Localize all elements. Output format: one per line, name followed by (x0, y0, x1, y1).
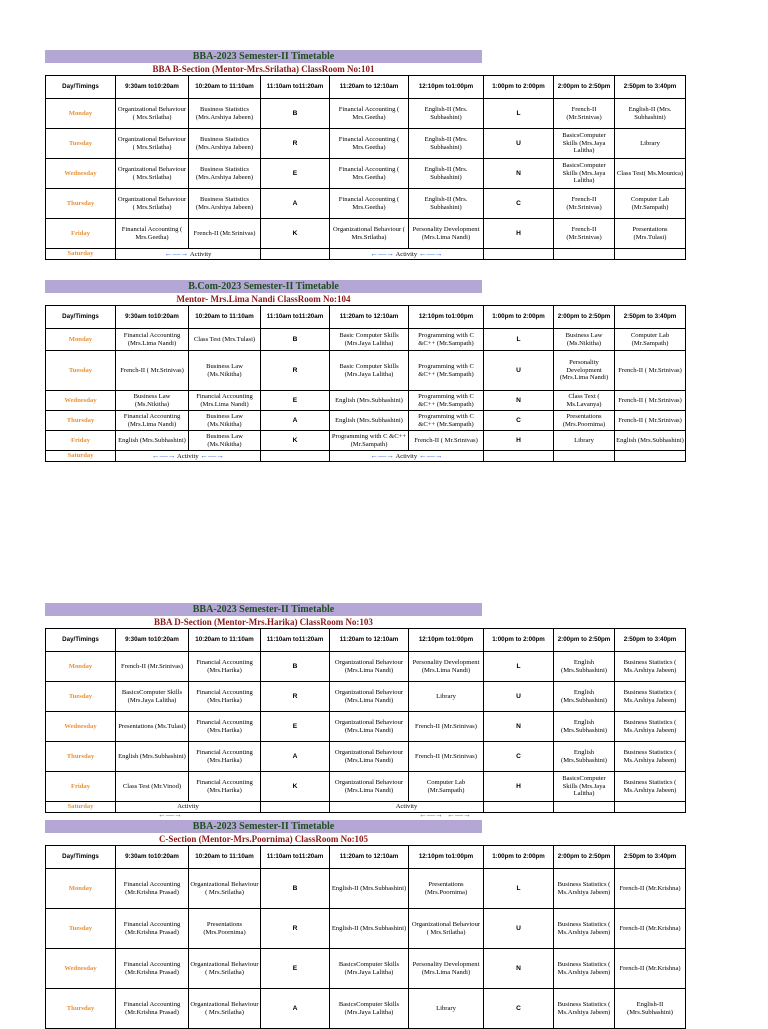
cell: Business Statistics ( Ms.Arshiya Jabeen) (554, 949, 615, 989)
activity-label: Activity (189, 250, 212, 258)
col-header: 10:20am to 11:10am (189, 846, 261, 869)
day-label: Wednesday (46, 712, 116, 742)
break-letter: K (261, 772, 330, 802)
arrow-left-right-icon: ←—→ (151, 450, 176, 460)
col-header: 9:30am to10:20am (116, 846, 189, 869)
timetable-grid (45, 628, 686, 813)
cell: Presentations (Mrs.Tulasi) (615, 219, 686, 249)
break-letter: E (261, 712, 330, 742)
col-header: 2:50pm to 3:40pm (615, 629, 686, 652)
cell (261, 451, 330, 462)
timetable-title: BBA-2023 Semester-II Timetable (45, 50, 482, 63)
day-label: Tuesday (46, 129, 116, 159)
col-header: 11:10am to11:20am (261, 629, 330, 652)
cell: Financial Accounting ( Mrs.Geetha) (330, 99, 409, 129)
timetable-subtitle: BBA D-Section (Mentor-Mrs.Harika) ClassRoom No:103 (154, 617, 373, 627)
cell (554, 451, 615, 462)
table-row (46, 909, 686, 949)
cell: Business Law (Ms.Nikitha) (116, 391, 189, 411)
cell: Financial Accounting (Mr.Krishna Prasad) (116, 989, 189, 1029)
day-label: Saturday (46, 451, 116, 462)
cell: English-II (Mrs. Subhashini) (615, 99, 686, 129)
cell: Financial Accounting (Mrs.Lima Nandi) (116, 329, 189, 351)
day-label: Monday (46, 99, 116, 129)
break-letter: E (261, 391, 330, 411)
cell: Business Statistics ( Ms.Arshiya Jabeen) (615, 712, 686, 742)
table-row (46, 772, 686, 802)
break-letter: A (261, 189, 330, 219)
cell: BasicsComputer Skills (Mrs.Jaya Lalitha) (330, 989, 409, 1029)
cell: Financial Accounting (Mrs.Harika) (189, 742, 261, 772)
cell: English-II (Mrs. Subhashini) (409, 159, 484, 189)
cell (261, 249, 330, 260)
cell: Organizational Behaviour (Mrs.Lima Nandi) (330, 682, 409, 712)
cell: Financial Accounting (Mrs.Harika) (189, 652, 261, 682)
cell: English-II (Mrs. Subhashini) (409, 189, 484, 219)
cell: Personality Development (Mrs.Lima Nandi) (554, 351, 615, 391)
table-row (46, 351, 686, 391)
cell: Business Law (Ms.Nikitha) (189, 351, 261, 391)
activity-cell (330, 249, 484, 260)
cell (554, 802, 615, 813)
cell: Financial Accounting (Mrs.Lima Nandi) (189, 391, 261, 411)
cell: Business Law (Ms.Nikitha) (189, 431, 261, 451)
lunch-letter: U (484, 351, 554, 391)
cell: Programming with C &C++ (Mr.Sampath) (409, 391, 484, 411)
cell: Class Test (Mrs.Tulasi) (189, 329, 261, 351)
lunch-letter: L (484, 652, 554, 682)
arrow-left-right-icon: ←—→ (447, 810, 471, 819)
cell: Library (554, 431, 615, 451)
col-header: 10:20am to 11:10am (189, 76, 261, 99)
cell: Presentations (Mrs.Poornima) (554, 411, 615, 431)
day-label: Monday (46, 652, 116, 682)
cell: Personality Development (Mrs.Lima Nandi) (409, 949, 484, 989)
cell: French-II (Mr.Krishna) (615, 949, 686, 989)
day-label: Friday (46, 772, 116, 802)
cell: Programming with C &C++ (Mr.Sampath) (409, 411, 484, 431)
lunch-letter: C (484, 742, 554, 772)
col-header: Day/Timings (46, 629, 116, 652)
cell: English-II (Mrs.Subhashini) (330, 869, 409, 909)
day-label: Thursday (46, 989, 116, 1029)
break-letter: R (261, 129, 330, 159)
cell: Financial Accounting ( Mrs.Geetha) (330, 189, 409, 219)
day-label: Tuesday (46, 682, 116, 712)
table-row (46, 159, 686, 189)
day-label: Wednesday (46, 159, 116, 189)
activity-arrows (400, 809, 490, 819)
arrow-left-right-icon: ←—→ (419, 810, 443, 819)
table-row (46, 391, 686, 411)
cell: Organizational Behaviour (Mrs.Lima Nandi) (330, 712, 409, 742)
cell: Financial Accounting (Mrs.Harika) (189, 772, 261, 802)
activity-cell (116, 249, 261, 260)
lunch-letter: C (484, 989, 554, 1029)
lunch-letter: L (484, 99, 554, 129)
timetable-grid (45, 305, 686, 462)
col-header: 2:50pm to 3:40pm (615, 306, 686, 329)
cell: French-II ( Mr.Srinivas) (116, 351, 189, 391)
arrow-left-right-icon: ←—→ (164, 248, 189, 258)
lunch-letter: H (484, 219, 554, 249)
arrow-left-right-icon: ←—→ (370, 248, 395, 258)
day-label: Thursday (46, 189, 116, 219)
table-row (46, 189, 686, 219)
cell: BasicsComputer Skills (Mrs.Jaya Lalitha) (330, 949, 409, 989)
cell: Presentations (Mrs.Poornima) (189, 909, 261, 949)
activity-arrows (135, 809, 205, 819)
cell: French-II (Mr.Krishna) (615, 869, 686, 909)
cell: Financial Accounting ( Mrs.Geetha) (330, 159, 409, 189)
arrow-left-right-icon: ←—→ (418, 248, 443, 258)
break-letter: A (261, 742, 330, 772)
cell: English (Mrs.Subhashini) (330, 411, 409, 431)
table-row (46, 129, 686, 159)
cell: Library (409, 989, 484, 1029)
col-header: 10:20am to 11:10am (189, 306, 261, 329)
col-header: 11:20am to 12:10am (330, 76, 409, 99)
cell: Class Test (Mr.Vinod) (116, 772, 189, 802)
cell: Financial Accounting ( Mrs.Geetha) (330, 129, 409, 159)
break-letter: B (261, 652, 330, 682)
lunch-letter: C (484, 411, 554, 431)
table-row (46, 411, 686, 431)
activity-label: Activity (395, 803, 418, 811)
cell: English-II (Mrs.Subhashini) (615, 989, 686, 1029)
cell: Library (409, 682, 484, 712)
activity-label: Activity (177, 803, 199, 811)
col-header: 11:20am to 12:10am (330, 846, 409, 869)
cell: English (Mrs.Subhashini) (554, 652, 615, 682)
cell: Organizational Behaviour ( Mrs.Srilatha) (116, 189, 189, 219)
arrow-left-right-icon: ←—→ (158, 810, 182, 819)
cell: French-II ( Mr.Srinivas) (615, 351, 686, 391)
cell: Business Law (Ms.Nikitha) (189, 411, 261, 431)
cell: French-II ( Mr.Srinivas) (615, 391, 686, 411)
cell: BasicsComputer Skills (Mrs.Jaya Lalitha) (554, 159, 615, 189)
timetable-bba-b-section (45, 50, 685, 260)
table-row (46, 652, 686, 682)
table-row (46, 949, 686, 989)
lunch-letter: C (484, 189, 554, 219)
timetable-subtitle: C-Section (Mentor-Mrs.Poornima) ClassRoom No:105 (158, 834, 369, 844)
col-header: Day/Timings (46, 846, 116, 869)
col-header: 11:10am to11:20am (261, 306, 330, 329)
cell: Personality Development (Mrs.Lima Nandi) (409, 219, 484, 249)
cell: Business Statistics ( Ms.Arshiya Jabeen) (554, 869, 615, 909)
cell: Presentations (Ms.Tulasi) (116, 712, 189, 742)
lunch-letter: H (484, 772, 554, 802)
timetable-title: B.Com-2023 Semester-II Timetable (45, 280, 482, 293)
cell (484, 451, 554, 462)
break-letter: A (261, 411, 330, 431)
col-header: 12:10pm to1:00pm (409, 306, 484, 329)
col-header: 1:00pm to 2:00pm (484, 846, 554, 869)
cell: English (Mrs.Subhashini) (330, 391, 409, 411)
cell: Financial Accounting ( Mrs.Geetha) (116, 219, 189, 249)
cell: Organizational Behaviour ( Mrs.Srilatha) (189, 989, 261, 1029)
cell: Basic Computer Skills (Mrs.Jaya Lalitha) (330, 351, 409, 391)
col-header: 2:50pm to 3:40pm (615, 76, 686, 99)
cell: English (Mrs.Subhashini) (116, 742, 189, 772)
col-header: 10:20am to 11:10am (189, 629, 261, 652)
cell (615, 451, 686, 462)
cell: French-II ( Mr.Srinivas) (409, 431, 484, 451)
cell: English (Mrs.Subhashini) (116, 431, 189, 451)
table-row (46, 712, 686, 742)
break-letter: A (261, 989, 330, 1029)
col-header: 2:00pm to 2:50pm (554, 629, 615, 652)
col-header: 12:10pm to1:00pm (409, 629, 484, 652)
day-label: Saturday (46, 249, 116, 260)
lunch-letter: N (484, 712, 554, 742)
cell: Business Statistics ( Ms.Arshiya Jabeen) (554, 909, 615, 949)
break-letter: R (261, 682, 330, 712)
cell: English-II (Mrs.Subhashini) (330, 909, 409, 949)
cell: Organizational Behaviour ( Mrs.Srilatha) (330, 219, 409, 249)
cell: Computer Lab (Mr.Sampath) (409, 772, 484, 802)
activity-label: Activity (177, 452, 199, 460)
col-header: Day/Timings (46, 306, 116, 329)
cell: Business Statistics (Mrs.Arshiya Jabeen) (189, 99, 261, 129)
break-letter: B (261, 869, 330, 909)
break-letter: E (261, 159, 330, 189)
cell: Business Statistics (Mrs.Arshiya Jabeen) (189, 189, 261, 219)
activity-label: Activity (395, 452, 418, 460)
cell: Financial Accounting (Mr.Krishna Prasad) (116, 869, 189, 909)
cell: Organizational Behaviour ( Mrs.Srilatha) (116, 99, 189, 129)
table-row (46, 869, 686, 909)
cell: BasicsComputer Skills (Mrs.Jaya Lalitha) (554, 129, 615, 159)
cell: Computer Lab (Mr.Sampath) (615, 329, 686, 351)
lunch-letter: N (484, 391, 554, 411)
timetable-grid (45, 75, 686, 260)
lunch-letter: L (484, 869, 554, 909)
cell: Class Test( Ms.Mounica) (615, 159, 686, 189)
timetable-subtitle: Mentor- Mrs.Lima Nandi ClassRoom No:104 (176, 294, 351, 304)
day-label: Wednesday (46, 949, 116, 989)
activity-cell (330, 451, 484, 462)
cell (554, 249, 615, 260)
day-label: Saturday (46, 802, 116, 813)
cell: Organizational Behaviour ( Mrs.Srilatha) (116, 129, 189, 159)
cell: Business Statistics ( Ms.Arshiya Jabeen) (615, 682, 686, 712)
cell: Organizational Behaviour ( Mrs.Srilatha) (409, 909, 484, 949)
cell: English (Mrs.Subhashini) (554, 712, 615, 742)
timetable-subtitle: BBA B-Section (Mentor-Mrs.Srilatha) ClassRoom No:101 (152, 64, 375, 74)
cell (484, 802, 554, 813)
cell: French-II (Mr.Srinivas) (409, 712, 484, 742)
timetable-title: BBA-2023 Semester-II Timetable (45, 603, 482, 616)
col-header: 11:10am to11:20am (261, 846, 330, 869)
cell: Business Statistics ( Ms.Arshiya Jabeen) (615, 772, 686, 802)
header-row (46, 76, 686, 99)
day-label: Monday (46, 329, 116, 351)
header-row (46, 629, 686, 652)
day-label: Wednesday (46, 391, 116, 411)
arrow-left-right-icon: ←—→ (418, 450, 443, 460)
cell: BasicsComputer Skills (Mrs.Jaya Lalitha) (116, 682, 189, 712)
break-letter: R (261, 351, 330, 391)
saturday-row (46, 249, 686, 260)
cell: Organizational Behaviour ( Mrs.Srilatha) (189, 949, 261, 989)
cell: Computer Lab (Mr.Sampath) (615, 189, 686, 219)
cell: Presentations (Mrs.Poornima) (409, 869, 484, 909)
cell: French-II (Mr.Srinivas) (409, 742, 484, 772)
cell: English-II (Mrs. Subhashini) (409, 129, 484, 159)
cell: Library (615, 129, 686, 159)
lunch-letter: N (484, 949, 554, 989)
col-header: 11:10am to11:20am (261, 76, 330, 99)
cell: Class Text ( Ms.Lavanya) (554, 391, 615, 411)
col-header: 12:10pm to1:00pm (409, 76, 484, 99)
col-header: 12:10pm to1:00pm (409, 846, 484, 869)
day-label: Tuesday (46, 351, 116, 391)
col-header: 1:00pm to 2:00pm (484, 76, 554, 99)
break-letter: B (261, 329, 330, 351)
break-letter: R (261, 909, 330, 949)
cell: Programming with C &C++ (Mr.Sampath) (409, 329, 484, 351)
cell: Business Statistics ( Ms.Arshiya Jabeen) (554, 989, 615, 1029)
col-header: 2:00pm to 2:50pm (554, 306, 615, 329)
table-row (46, 431, 686, 451)
cell (615, 802, 686, 813)
cell (615, 249, 686, 260)
cell: Programming with C &C++ (Mr.Sampath) (330, 431, 409, 451)
col-header: Day/Timings (46, 76, 116, 99)
col-header: 1:00pm to 2:00pm (484, 629, 554, 652)
cell (484, 249, 554, 260)
arrow-left-right-icon: ←—→ (200, 450, 225, 460)
cell: French-II (Mr.Srinivas) (554, 189, 615, 219)
cell: Programming with C &C++ (Mr.Sampath) (409, 351, 484, 391)
break-letter: K (261, 219, 330, 249)
cell: French-II (Mr.Srinivas) (189, 219, 261, 249)
cell: Business Statistics ( Ms.Arshiya Jabeen) (615, 742, 686, 772)
cell: Business Statistics (Mrs.Arshiya Jabeen) (189, 129, 261, 159)
lunch-letter: H (484, 431, 554, 451)
col-header: 2:00pm to 2:50pm (554, 76, 615, 99)
table-row (46, 99, 686, 129)
cell: Financial Accounting (Mr.Krishna Prasad) (116, 949, 189, 989)
col-header: 11:20am to 12:10am (330, 629, 409, 652)
lunch-letter: U (484, 909, 554, 949)
timetable-bba-c-section (45, 820, 685, 1029)
lunch-letter: L (484, 329, 554, 351)
cell: Organizational Behaviour ( Mrs.Srilatha) (189, 869, 261, 909)
cell: English (Mrs.Subhashini) (554, 742, 615, 772)
table-row (46, 989, 686, 1029)
cell: Business Statistics ( Ms.Arshiya Jabeen) (615, 652, 686, 682)
timetable-title: BBA-2023 Semester-II Timetable (45, 820, 482, 833)
cell: Financial Accounting (Mrs.Harika) (189, 712, 261, 742)
lunch-letter: U (484, 129, 554, 159)
timetable-grid (45, 845, 686, 1029)
table-row (46, 682, 686, 712)
break-letter: K (261, 431, 330, 451)
cell: Organizational Behaviour ( Mrs.Srilatha) (116, 159, 189, 189)
cell: Business Law (Ms.Nikitha) (554, 329, 615, 351)
lunch-letter: N (484, 159, 554, 189)
col-header: 9:30am to10:20am (116, 629, 189, 652)
cell: Personality Development (Mrs.Lima Nandi) (409, 652, 484, 682)
table-row (46, 219, 686, 249)
cell: English (Mrs.Subhashini) (615, 431, 686, 451)
cell: Business Statistics (Mrs.Arshiya Jabeen) (189, 159, 261, 189)
header-row (46, 306, 686, 329)
arrow-left-right-icon: ←—→ (370, 450, 395, 460)
cell: French-II (Mr.Srinivas) (554, 99, 615, 129)
cell: Financial Accounting (Mrs.Harika) (189, 682, 261, 712)
col-header: 9:30am to10:20am (116, 76, 189, 99)
day-label: Thursday (46, 742, 116, 772)
cell: BasicsComputer Skills (Mrs.Jaya Lalitha) (554, 772, 615, 802)
day-label: Monday (46, 869, 116, 909)
table-row (46, 329, 686, 351)
col-header: 2:50pm to 3:40pm (615, 846, 686, 869)
col-header: 1:00pm to 2:00pm (484, 306, 554, 329)
cell: French-II ( Mr.Srinivas) (615, 411, 686, 431)
table-row (46, 742, 686, 772)
cell: Financial Accounting (Mrs.Lima Nandi) (116, 411, 189, 431)
activity-cell (116, 451, 261, 462)
activity-label: Activity (395, 250, 418, 258)
day-label: Tuesday (46, 909, 116, 949)
timetable-bcom (45, 280, 685, 462)
cell: Organizational Behaviour (Mrs.Lima Nandi) (330, 772, 409, 802)
break-letter: B (261, 99, 330, 129)
day-label: Friday (46, 431, 116, 451)
col-header: 2:00pm to 2:50pm (554, 846, 615, 869)
cell: Basic Computer Skills (Mrs.Jaya Lalitha) (330, 329, 409, 351)
header-row (46, 846, 686, 869)
cell (261, 802, 330, 813)
col-header: 11:20am to 12:10am (330, 306, 409, 329)
lunch-letter: U (484, 682, 554, 712)
cell: Financial Accounting (Mr.Krishna Prasad) (116, 909, 189, 949)
saturday-row (46, 451, 686, 462)
cell: French-II (Mr.Srinivas) (554, 219, 615, 249)
timetable-bba-d-section (45, 603, 685, 819)
cell: English-II (Mrs. Subhashini) (409, 99, 484, 129)
cell: French-II (Mr.Krishna) (615, 909, 686, 949)
col-header: 9:30am to10:20am (116, 306, 189, 329)
day-label: Friday (46, 219, 116, 249)
break-letter: E (261, 949, 330, 989)
cell: Organizational Behaviour (Mrs.Lima Nandi) (330, 652, 409, 682)
cell: Organizational Behaviour (Mrs.Lima Nandi) (330, 742, 409, 772)
day-label: Thursday (46, 411, 116, 431)
cell: English (Mrs.Subhashini) (554, 682, 615, 712)
cell: French-II (Mr.Srinivas) (116, 652, 189, 682)
